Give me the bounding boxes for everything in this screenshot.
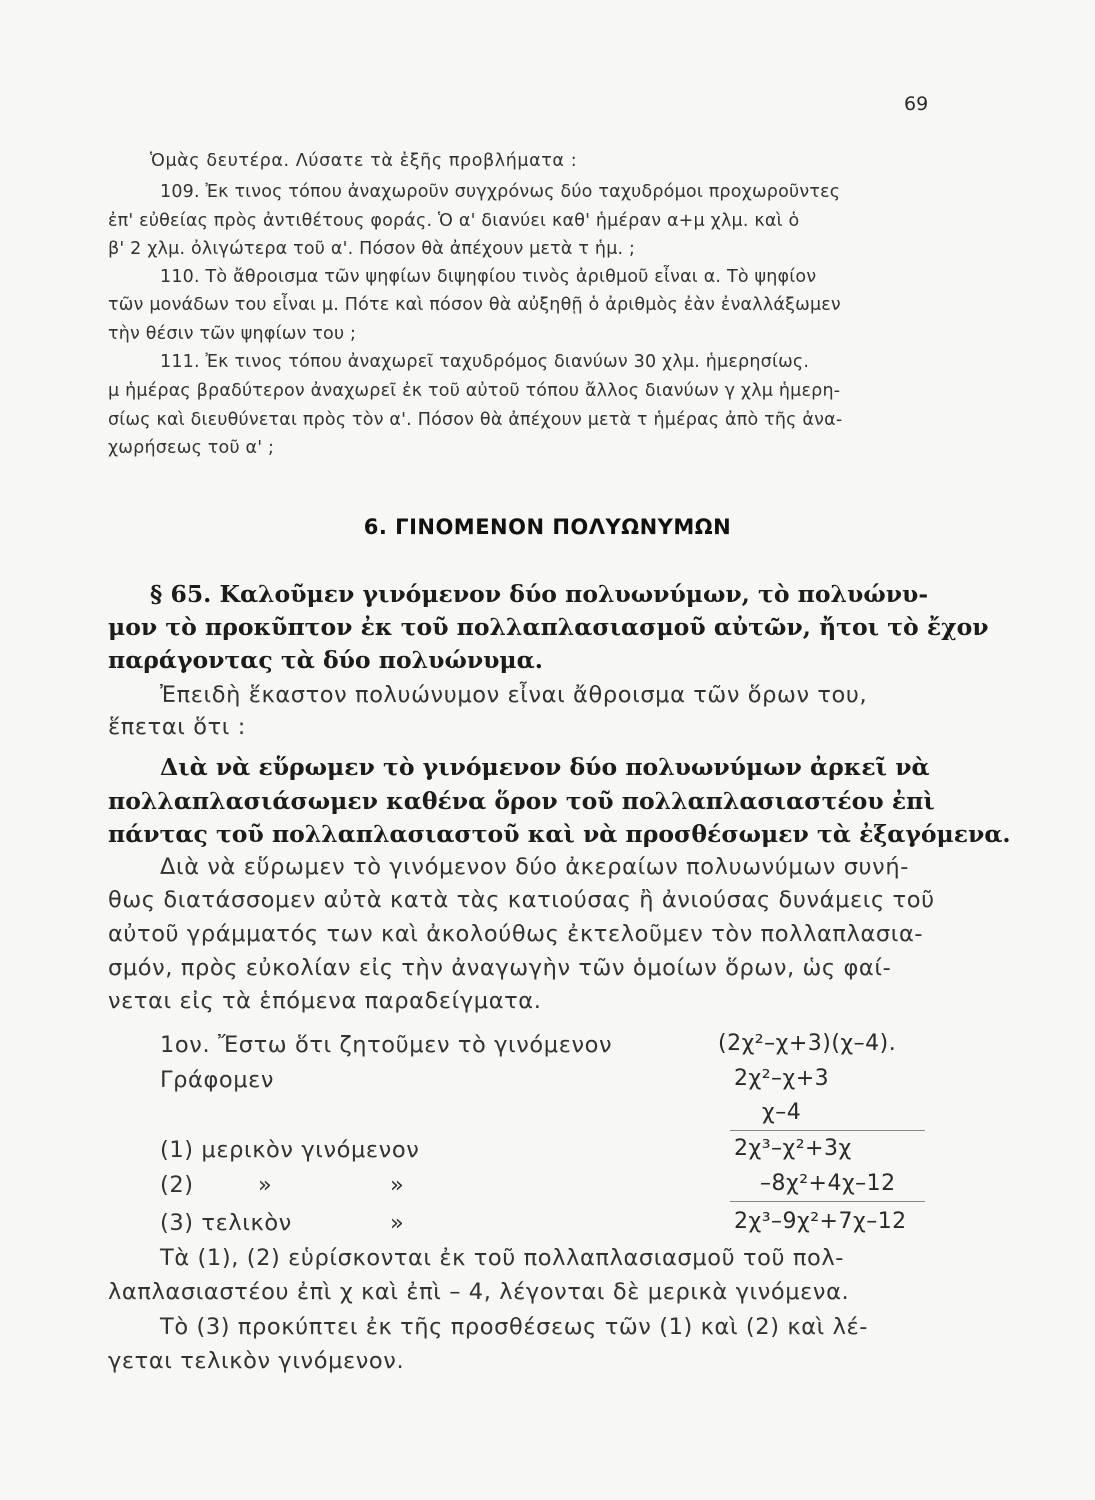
rule-line: Διὰ νὰ εὕρωμεν τὸ γινόμενον δύο πολυωνύμων ἀρκεῖ νὰ [160, 753, 930, 781]
definition-line: μον τὸ προκῦπτον ἐκ τοῦ πολλαπλασιασμοῦ αὐτῶν, ἤτοι τὸ ἔχον [108, 613, 989, 641]
final-product: 2χ³–9χ²+7χ–12 [734, 1209, 907, 1234]
problem-109-line: 109. Ἐκ τινος τόπου ἀναχωροῦν συγχρόνως δύο ταχυδρόμοι προχωροῦντες [160, 182, 841, 202]
closing-line: γεται τελικὸν γινόμενον. [108, 1348, 405, 1374]
problem-110-line: τῶν μονάδων του εἶναι μ. Πότε καὶ πόσον θὰ αὐξηθῇ ὁ ἀριθμὸς ἐὰν ἐναλλάξωμεν [108, 295, 841, 315]
method-line: Διὰ νὰ εὕρωμεν τὸ γινόμενον δύο ἀκεραίων πολυωνύμων συνή- [160, 854, 909, 880]
ditto-mark: » [258, 1172, 273, 1198]
page-number: 69 [904, 93, 929, 115]
problem-111-line: χωρήσεως τοῦ α' ; [108, 438, 275, 458]
problem-111-line: μ ἡμέρας βραδύτερον ἀναχωρεῖ ἐκ τοῦ αὐτοῦ τόπου ἄλλος διανύων γ χλμ ἡμερη- [108, 381, 841, 401]
partial-1-label: (1) μερικὸν γινόμενον [160, 1137, 420, 1163]
closing-line: Τὰ (1), (2) εὑρίσκονται ἐκ τοῦ πολλαπλασιασμοῦ τοῦ πολ- [160, 1245, 844, 1271]
partial-2-number: (2) [160, 1172, 194, 1198]
problem-110-line: 110. Τὸ ἄθροισμα τῶν ψηφίων διψηφίου τινὸς ἀριθμοῦ εἶναι α. Τὸ ψηφίον [160, 267, 817, 287]
multiplier: χ–4 [762, 1100, 802, 1125]
multiplication-rule [730, 1130, 925, 1131]
sum-rule [730, 1201, 925, 1202]
since-line: ἕπεται ὅτι : [108, 714, 246, 740]
since-line: Ἐπειδὴ ἕκαστον πολυώνυμον εἶναι ἄθροισμα τῶν ὅρων του, [160, 682, 868, 708]
example-expression: (2χ²–χ+3)(χ–4). [718, 1031, 897, 1056]
method-line: νεται εἰς τὰ ἑπόμενα παραδείγματα. [108, 988, 542, 1014]
rule-line: πάντας τοῦ πολλαπλασιαστοῦ καὶ νὰ προσθέσωμεν τὰ ἐξαγόμενα. [108, 820, 1011, 848]
partial-product-2: –8χ²+4χ–12 [760, 1171, 896, 1196]
rule-line: πολλαπλασιάσωμεν καθένα ὅρον τοῦ πολλαπλασιαστέου ἐπὶ [108, 787, 935, 815]
exercise-group-title: Ὁμὰς δευτέρα. Λύσατε τὰ ἑξῆς προβλήματα : [150, 151, 578, 171]
problem-109-line: ἐπ' εὐθείας πρὸς ἀντιθέτους φοράς. Ὁ α' διανύει καθ' ἡμέραν α+μ χλμ. καὶ ὁ [108, 211, 800, 231]
ditto-mark: » [390, 1210, 405, 1236]
final-label: (3) τελικὸν [160, 1210, 292, 1236]
problem-111-line: σίως καὶ διευθύνεται πρὸς τὸν α'. Πόσον θὰ ἀπέχουν μετὰ τ ἡμέρας ἀπὸ τῆς ἀνα- [108, 410, 843, 430]
problem-111-line: 111. Ἐκ τινος τόπου ἀναχωρεῖ ταχυδρόμος διανύων 30 χλμ. ἡμερησίως. [160, 352, 810, 372]
method-line: θως διατάσσομεν αὐτὰ κατὰ τὰς κατιούσας ἢ ἀνιούσας δυνάμεις τοῦ [108, 887, 935, 913]
section-heading: 6. ΓΙΝΟΜΕΝΟΝ ΠΟΛΥΩΝΥΜΩΝ [363, 515, 732, 539]
write-label: Γράφομεν [160, 1067, 275, 1093]
problem-109-line: β' 2 χλμ. ὀλιγώτερα τοῦ α'. Πόσον θὰ ἀπέχουν μετὰ τ ἡμ. ; [108, 239, 636, 259]
ditto-mark: » [390, 1172, 405, 1198]
example-intro: 1ον. Ἔστω ὅτι ζητοῦμεν τὸ γινόμενον [160, 1032, 613, 1058]
definition-line: παράγοντας τὰ δύο πολυώνυμα. [108, 646, 543, 674]
closing-line: Τὸ (3) προκύπτει ἐκ τῆς προσθέσεως τῶν (1) καὶ (2) καὶ λέ- [160, 1314, 868, 1340]
closing-line: λαπλασιαστέου ἐπὶ χ καὶ ἐπὶ – 4, λέγονται δὲ μερικὰ γινόμενα. [108, 1279, 850, 1305]
multiplicand: 2χ²–χ+3 [734, 1066, 830, 1091]
partial-product-1: 2χ³–χ²+3χ [734, 1136, 852, 1161]
method-line: σμόν, πρὸς εὐκολίαν εἰς τὴν ἀναγωγὴν τῶν ὁμοίων ὅρων, ὡς φαί- [108, 955, 892, 981]
problem-110-line: τὴν θέσιν τῶν ψηφίων του ; [108, 324, 357, 344]
definition-line: § 65. Καλοῦμεν γινόμενον δύο πολυωνύμων, τὸ πολυώνυ- [150, 580, 929, 608]
method-line: αὐτοῦ γράμματός των καὶ ἀκολούθως ἐκτελοῦμεν τὸν πολλαπλασια- [108, 921, 924, 947]
